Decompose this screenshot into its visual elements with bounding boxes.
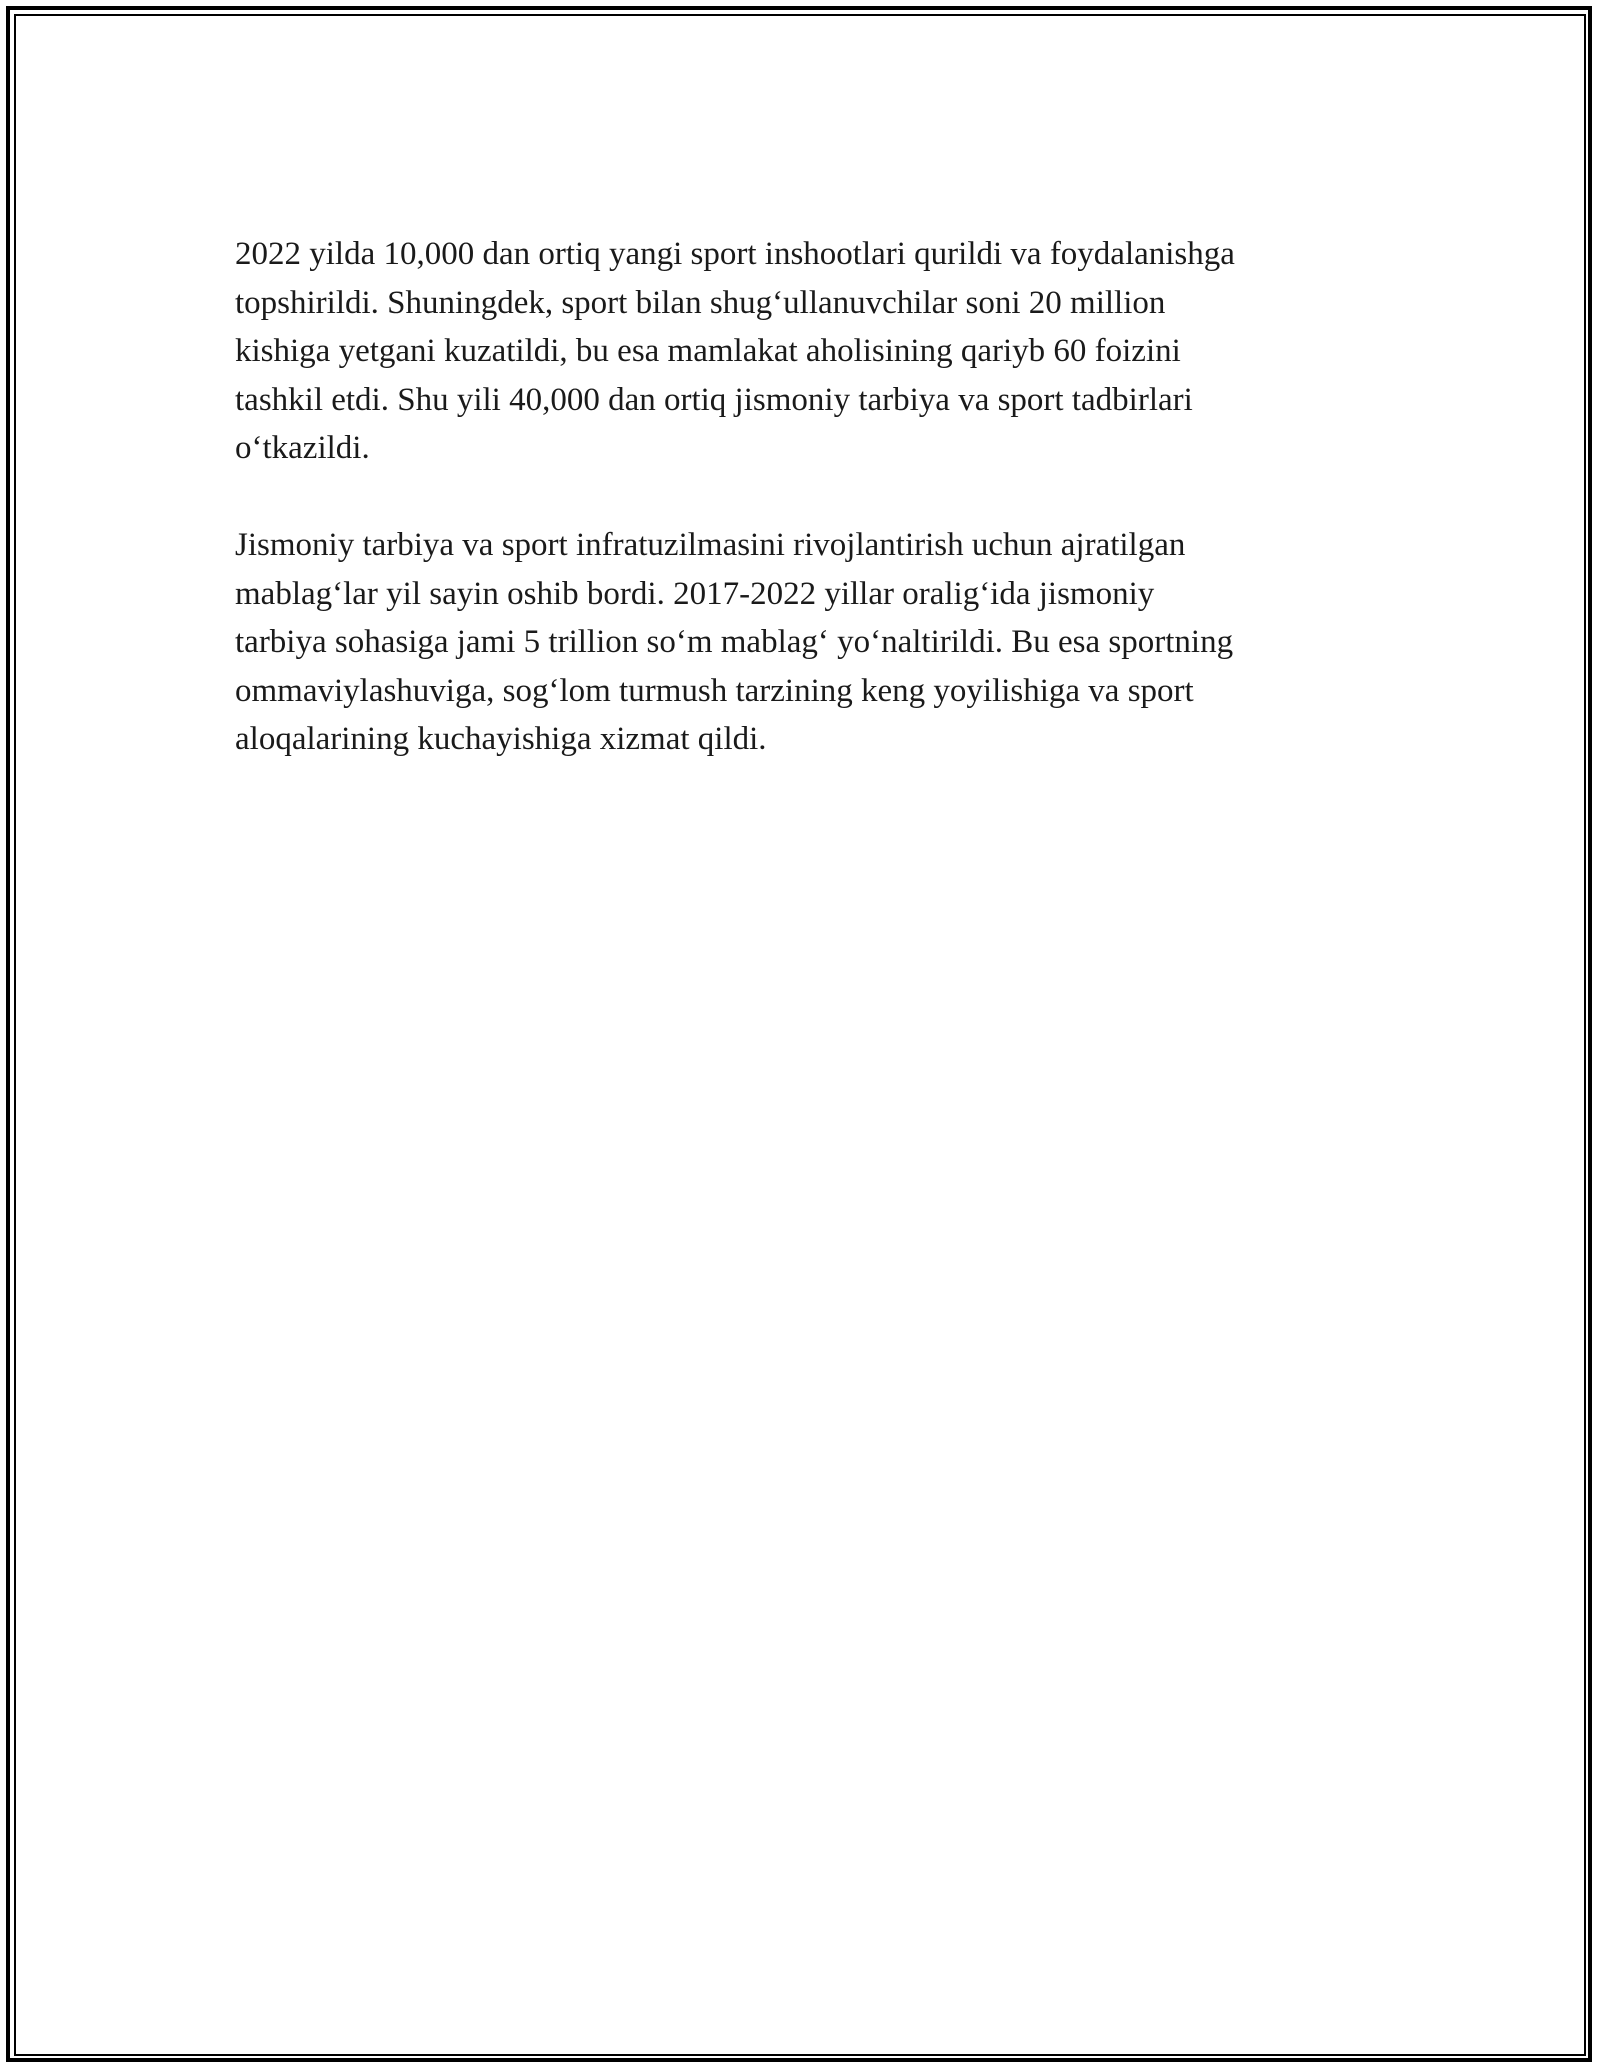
paragraph-infrastructure-funding: Jismoniy tarbiya va sport infratuzilmasini rivojlantirish uchun ajratilgan mablag‘lar yil sayin oshib bordi. 2017-2022 yillar oralig‘ida jismoniy tarbiya sohasiga jami 5 trillion so‘m mablag‘ yo‘naltirildi. Bu esa sportning ommaviylashuviga, sog‘lom turmush tarzining keng yoyilishiga va sport aloqalarining kuchayishiga xizmat qildi.: [235, 526, 1234, 758]
paragraph-sports-facilities: 2022 yilda 10,000 dan ortiq yangi sport inshootlari qurildi va foydalanishga topshirildi. Shuningdek, sport bilan shug‘ullanuvchilar soni 20 million kishiga yetgani kuzatildi, bu esa mamlakat aholisining qariyb 60 foizini tashkil etdi. Shu yili 40,000 dan ortiq jismoniy tarbiya va sport tadbirlari o‘tkazildi.: [235, 236, 1235, 467]
document-body: [235, 230, 1365, 812]
